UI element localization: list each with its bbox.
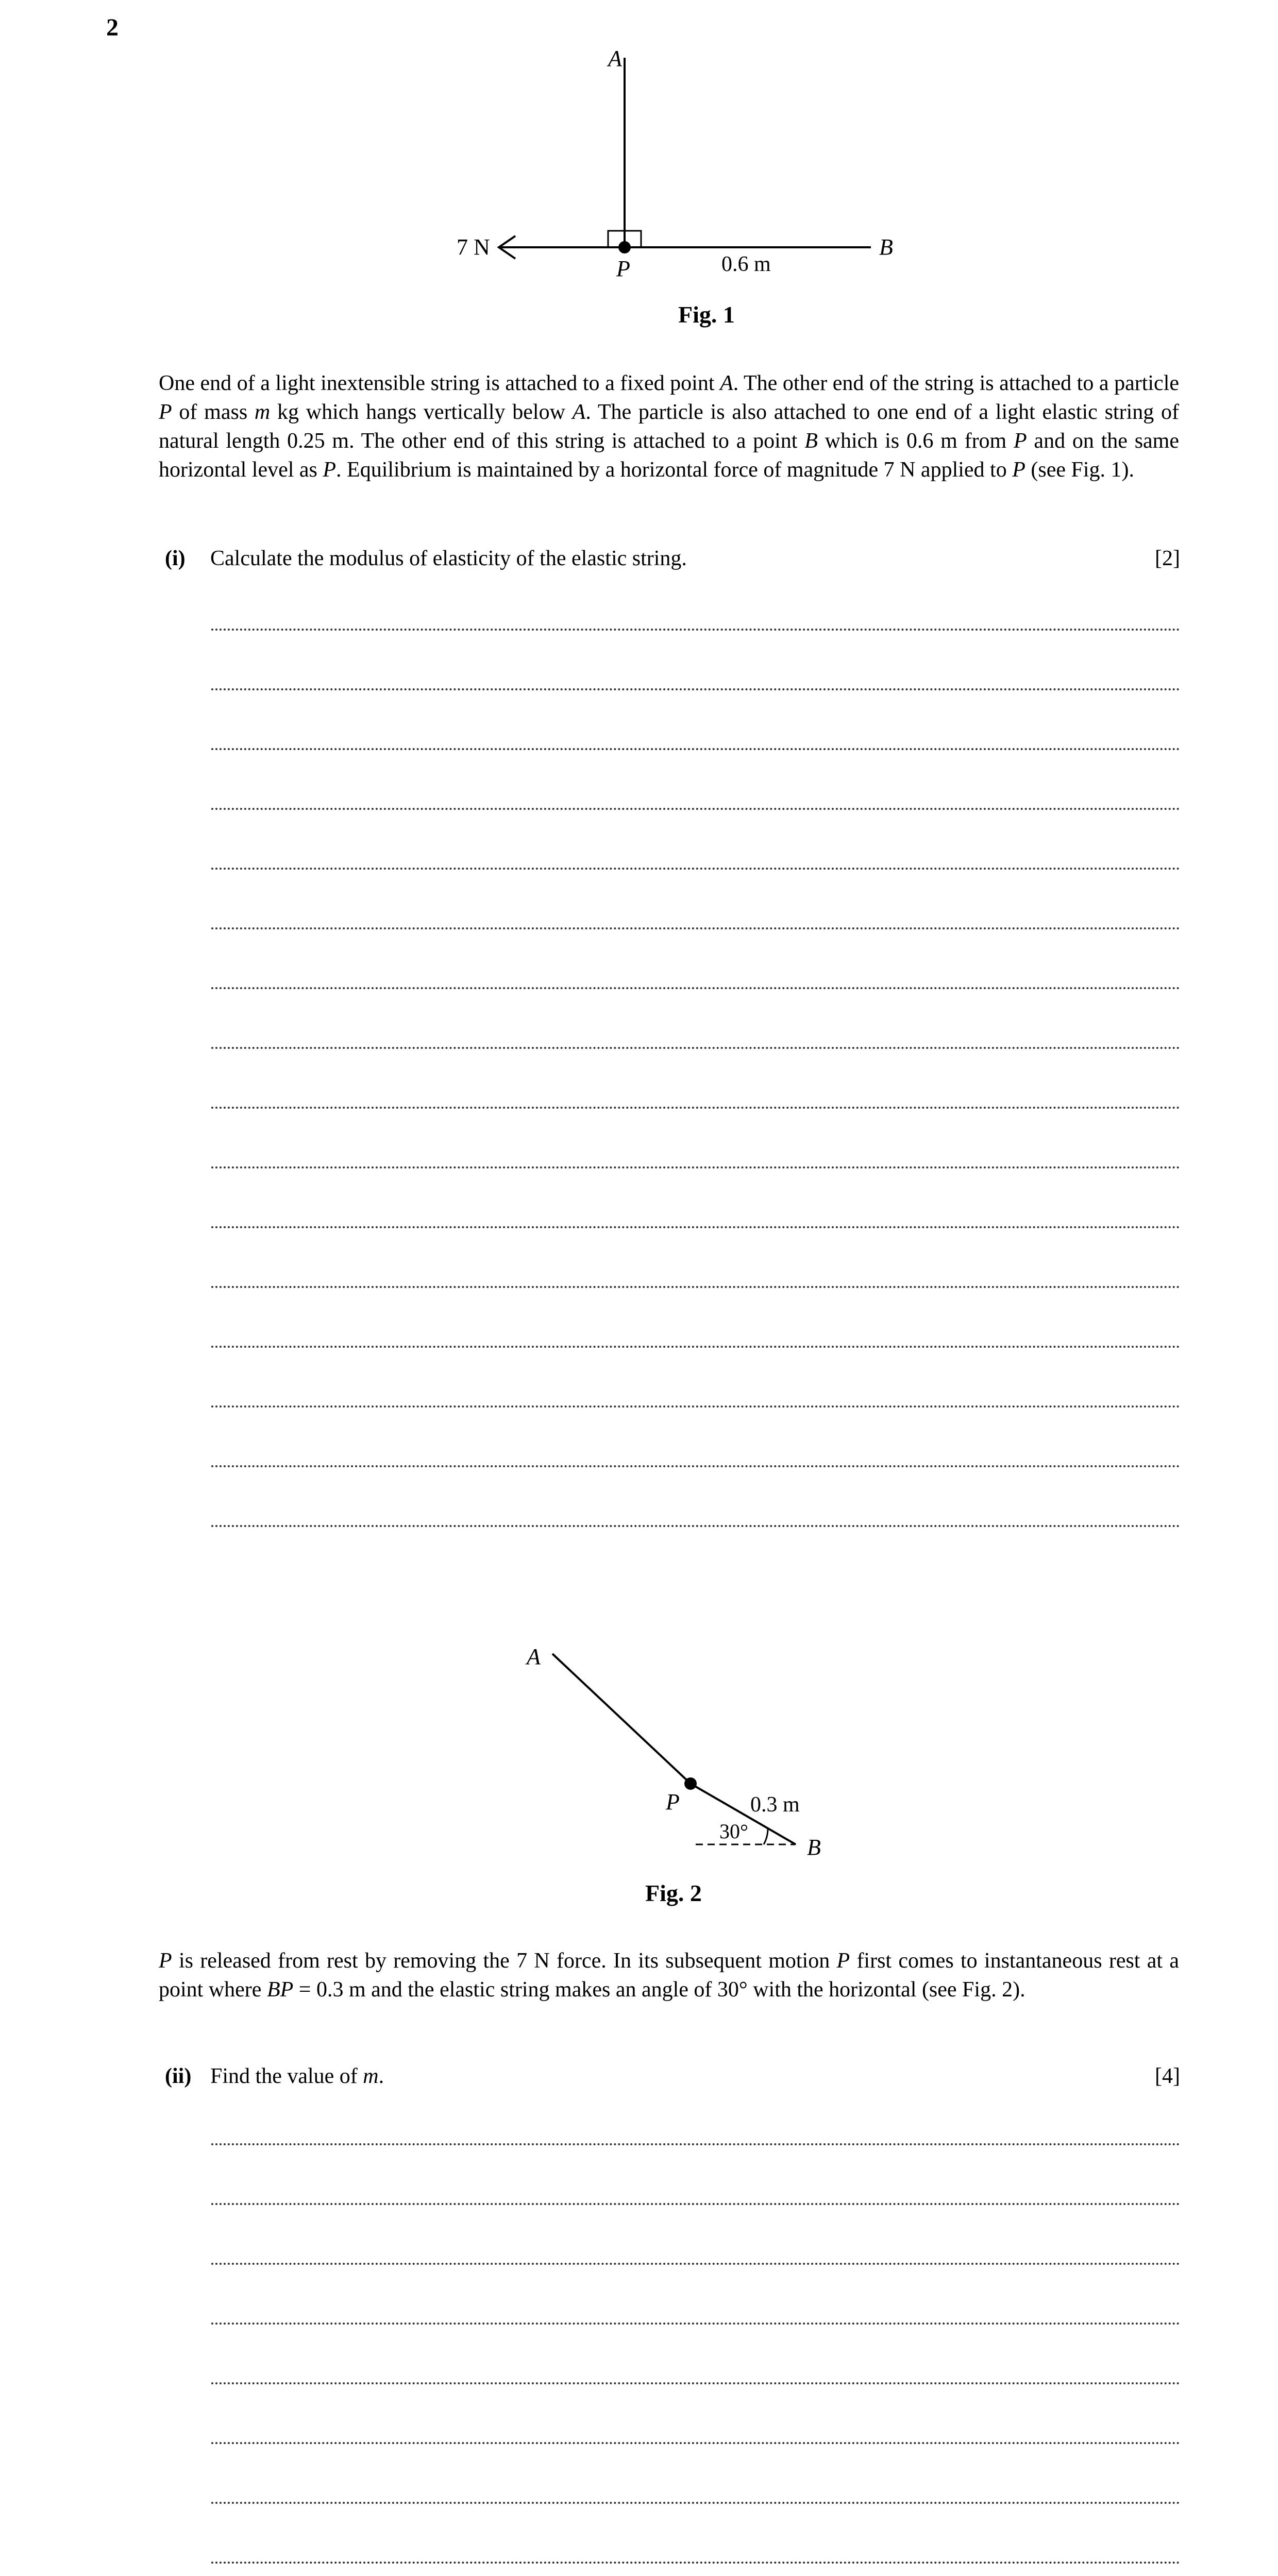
answer-line[interactable] xyxy=(211,2562,1180,2564)
answer-line[interactable] xyxy=(211,629,1180,631)
answer-line[interactable] xyxy=(211,1346,1180,1348)
answer-line[interactable] xyxy=(211,808,1180,810)
middle-paragraph: P is released from rest by removing the 7 N force. In its subsequent motion P first comes to instantaneous rest at a point where BP = 0.3 m and the elastic string makes an angle of 30° with the horizontal (see Fig. 2). xyxy=(159,1949,1179,2002)
label-a: A xyxy=(608,46,622,71)
string-ap xyxy=(552,1654,691,1784)
page-number: 2 xyxy=(106,14,119,41)
answer-line[interactable] xyxy=(211,1107,1180,1109)
answer-line[interactable] xyxy=(211,1286,1180,1288)
answer-line[interactable] xyxy=(211,1226,1180,1228)
force-label: 7 N xyxy=(457,234,490,260)
angle-arc xyxy=(764,1828,768,1844)
figure-2 xyxy=(0,1628,1278,1917)
part-label: (ii) xyxy=(165,2064,192,2088)
label-p: P xyxy=(666,1789,680,1815)
part-label: (i) xyxy=(165,547,186,570)
answer-line[interactable] xyxy=(211,987,1180,989)
mark-allocation: [2] xyxy=(1155,547,1180,570)
figure-caption: Fig. 1 xyxy=(678,301,735,328)
answer-line[interactable] xyxy=(211,2143,1180,2145)
figure-1 xyxy=(0,0,1278,340)
particle-p xyxy=(618,241,631,253)
answer-line[interactable] xyxy=(211,688,1180,690)
answer-line[interactable] xyxy=(211,868,1180,870)
angle-label: 30° xyxy=(719,1820,748,1843)
answer-line[interactable] xyxy=(211,2203,1180,2205)
answer-line[interactable] xyxy=(211,2442,1180,2444)
answer-line[interactable] xyxy=(211,2382,1180,2384)
answer-line[interactable] xyxy=(211,1465,1180,1467)
answer-line[interactable] xyxy=(211,1047,1180,1049)
figure-caption: Fig. 2 xyxy=(645,1880,702,1906)
particle-p xyxy=(684,1777,697,1790)
answer-line[interactable] xyxy=(211,748,1180,750)
answer-line[interactable] xyxy=(211,927,1180,929)
distance-label: 0.6 m xyxy=(721,252,771,276)
question-text: Calculate the modulus of elasticity of the elastic string. xyxy=(210,547,687,570)
answer-line[interactable] xyxy=(211,1405,1180,1408)
answer-line[interactable] xyxy=(211,2502,1180,2504)
mark-allocation: [4] xyxy=(1155,2064,1180,2088)
distance-label: 0.3 m xyxy=(750,1793,800,1817)
label-b: B xyxy=(879,234,893,260)
answer-line[interactable] xyxy=(211,2263,1180,2265)
label-b: B xyxy=(807,1835,821,1860)
answer-line[interactable] xyxy=(211,1525,1180,1527)
question-text: Find the value of m. xyxy=(210,2064,384,2088)
answer-line[interactable] xyxy=(211,2323,1180,2325)
answer-line[interactable] xyxy=(211,1166,1180,1168)
intro-paragraph: One end of a light inextensible string is attached to a fixed point A. The other end of the string is attached to a particle P of mass m kg which hangs vertically below A. The particle is also attached to one end of a light elastic string of natural length 0.25 m. The other end of this string is attached to a point B which is 0.6 m from P and on the same horizontal level as P. Equilibrium is maintained by a horizontal force of magnitude 7 N applied to P (see Fig. 1). xyxy=(159,371,1180,482)
label-p: P xyxy=(616,256,630,281)
label-a: A xyxy=(527,1644,541,1669)
